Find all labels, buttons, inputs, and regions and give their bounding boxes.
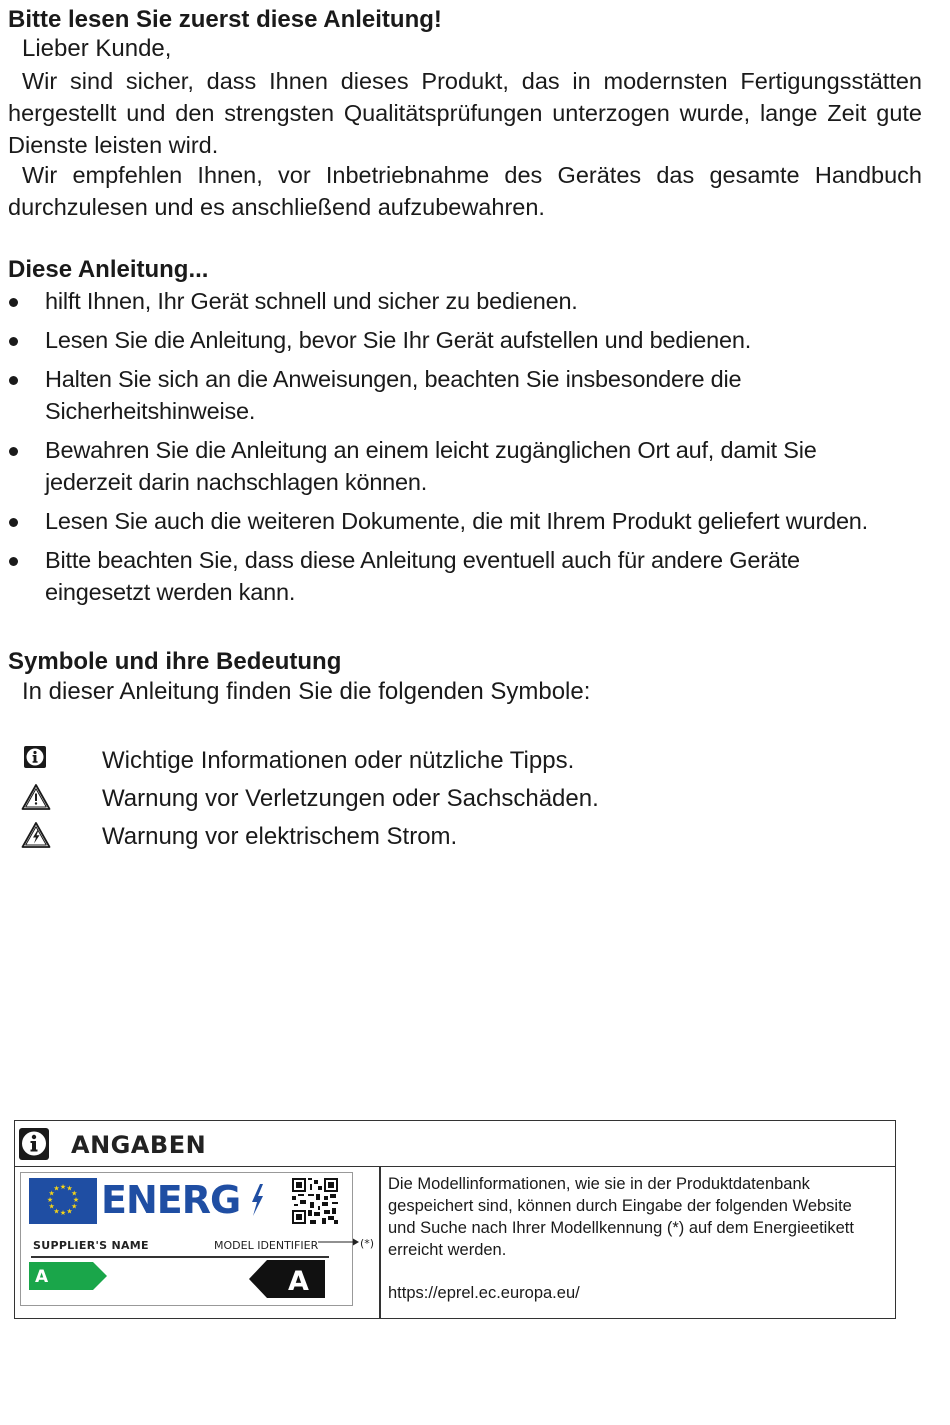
list-item xyxy=(0,363,825,427)
list-item xyxy=(0,324,930,356)
svg-text:★: ★ xyxy=(46,1196,54,1204)
energy-class-left-text: A xyxy=(35,1267,49,1287)
symbol-row-electric xyxy=(0,821,900,853)
svg-text:★: ★ xyxy=(48,1202,55,1211)
symbol-text-info: Wichtige Informationen oder nützliche Tipps. xyxy=(102,747,575,774)
symbol-text-warning: Warnung vor Verletzungen oder Sachschäden. xyxy=(102,785,599,812)
manual-bullet-list xyxy=(0,285,930,615)
list-item-text: Bitte beachten Sie, dass diese Anleitung eventuell auch für andere Geräte eingesetzt werden kann. xyxy=(45,547,800,605)
svg-text:★: ★ xyxy=(66,1184,73,1193)
list-item xyxy=(0,285,930,317)
list-item-text: Lesen Sie die Anleitung, bevor Sie Ihr Gerät aufstellen und bedienen. xyxy=(45,327,752,353)
list-item-text: Lesen Sie auch die weiteren Dokumente, die mit Ihrem Produkt geliefert wurden. xyxy=(45,508,869,534)
bullet-dot xyxy=(9,447,18,456)
symbol-row-warning xyxy=(0,783,900,815)
symbols-intro: In dieser Anleitung finden Sie die folgenden Symbole: xyxy=(22,678,591,705)
angaben-divider xyxy=(379,1167,381,1319)
bullet-dot xyxy=(9,376,18,385)
intro-paragraph-1: Wir sind sicher, dass Ihnen dieses Produkt, das in modernsten Fertigungsstätten hergestellt und den strengsten Qualitätsprüfungen unterzogen wurde, lange Zeit gute Dienste leisten wird. xyxy=(8,68,922,158)
list-item xyxy=(0,544,875,608)
electric-warning-icon xyxy=(21,821,51,851)
symbol-text-electric: Warnung vor elektrischem Strom. xyxy=(102,823,458,850)
intro-paragraph-2: Wir empfehlen Ihnen, vor Inbetriebnahme des Gerätes das gesamte Handbuch durchzulesen und es anschließend aufzubewahren. xyxy=(8,162,922,220)
svg-text:★: ★ xyxy=(53,1184,60,1193)
angaben-title: ANGABEN xyxy=(71,1131,207,1159)
pointer-arrow-icon xyxy=(318,1236,360,1248)
bullet-dot xyxy=(9,557,18,566)
list-item-text: Halten Sie sich an die Anweisungen, beachten Sie insbesondere die Sicherheitshinweise. xyxy=(45,366,742,424)
energy-label-model: MODEL IDENTIFIER xyxy=(214,1239,319,1252)
svg-text:★: ★ xyxy=(72,1196,80,1204)
energy-label-rule xyxy=(31,1256,329,1258)
bullet-dot xyxy=(9,298,18,307)
energy-label-brand: ENERG xyxy=(101,1178,241,1222)
energy-label-supplier: SUPPLIER'S NAME xyxy=(33,1239,149,1252)
bullet-dot xyxy=(9,337,18,346)
model-asterisk: (*) xyxy=(360,1237,375,1250)
eprel-link[interactable]: https://eprel.ec.europa.eu/ xyxy=(388,1284,580,1302)
manual-section-title: Diese Anleitung... xyxy=(8,256,209,283)
energy-class-right-text: A xyxy=(288,1266,309,1297)
svg-text:★: ★ xyxy=(66,1207,73,1216)
warning-icon xyxy=(21,783,51,813)
energy-class-arrow-green xyxy=(29,1262,107,1290)
info-icon xyxy=(18,1127,50,1161)
info-icon xyxy=(21,745,51,775)
list-item xyxy=(0,434,895,498)
svg-text:★: ★ xyxy=(71,1202,78,1211)
lightning-bolt-icon xyxy=(249,1184,265,1216)
svg-text:★: ★ xyxy=(53,1207,60,1216)
svg-text:★: ★ xyxy=(59,1183,67,1191)
intro-title: Bitte lesen Sie zuerst diese Anleitung! xyxy=(8,6,442,33)
list-item xyxy=(0,505,930,537)
energy-class-arrow-black xyxy=(249,1260,325,1298)
energy-label xyxy=(20,1172,353,1306)
eu-flag-icon xyxy=(29,1178,97,1224)
symbols-section-title: Symbole und ihre Bedeutung xyxy=(8,648,342,675)
bullet-dot xyxy=(9,518,18,527)
list-item-text: hilft Ihnen, Ihr Gerät schnell und sicher zu bedienen. xyxy=(45,288,578,314)
svg-text:★: ★ xyxy=(71,1189,78,1198)
qr-code-icon xyxy=(292,1178,338,1224)
greeting: Lieber Kunde, xyxy=(22,35,172,62)
list-item-text: Bewahren Sie die Anleitung an einem leicht zugänglichen Ort auf, damit Sie jederzeit darin nachschlagen können. xyxy=(45,437,817,495)
svg-text:★: ★ xyxy=(48,1189,55,1198)
svg-text:★: ★ xyxy=(59,1209,67,1217)
symbol-row-info xyxy=(0,745,900,777)
angaben-header xyxy=(15,1121,895,1167)
angaben-description: Die Modellinformationen, wie sie in der Produktdatenbank gespeichert sind, können durch Eingabe der folgenden Website und Suche nach Ihrer Modellkennung (*) auf dem Energieetikett erreicht werden. xyxy=(388,1175,854,1259)
angaben-box xyxy=(14,1120,896,1319)
